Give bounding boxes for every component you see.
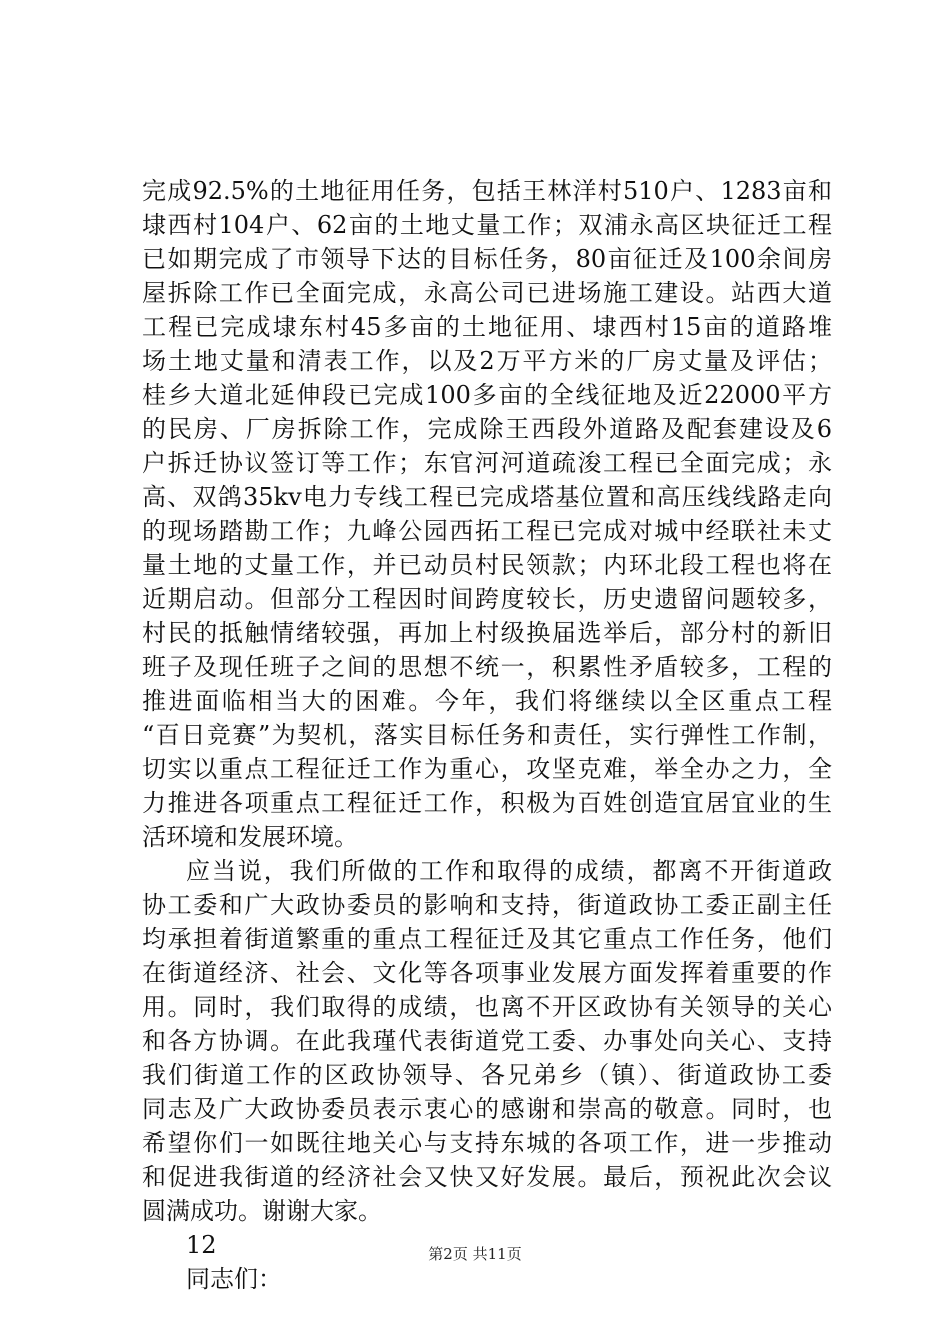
text-line: 屋拆除工作已全面完成，永高公司已进场施工建设。站西大道 — [142, 279, 832, 307]
text-line: 埭西村104户、62亩的土地丈量工作；双浦永高区块征迁工程 — [142, 211, 832, 239]
text-line: 我们街道工作的区政协领导、各兄弟乡（镇）、街道政协工委 — [142, 1061, 832, 1089]
text-line: 协工委和广大政协委员的影响和支持，街道政协工委正副主任 — [142, 891, 832, 919]
text-line: 切实以重点工程征迁工作为重心，攻坚克难，举全办之力，全 — [142, 755, 832, 783]
text-line: 村民的抵触情绪较强，再加上村级换届选举后，部分村的新旧 — [142, 619, 832, 647]
text-line: 力推进各项重点工程征迁工作，积极为百姓创造宜居宜业的生 — [142, 789, 832, 817]
text-line: “百日竞赛”为契机，落实目标任务和责任，实行弹性工作制， — [142, 721, 832, 749]
text-line: 桂乡大道北延伸段已完成100多亩的全线征地及近22000平方 — [142, 381, 832, 409]
text-line: 同志及广大政协委员表示衷心的感谢和崇高的敬意。同时，也 — [142, 1095, 832, 1123]
text-line: 近期启动。但部分工程因时间跨度较长，历史遗留问题较多， — [142, 585, 832, 613]
text-line: 工程已完成埭东村45多亩的土地征用、埭西村15亩的道路堆 — [142, 313, 832, 341]
text-line: 在街道经济、社会、文化等各项事业发展方面发挥着重要的作 — [142, 959, 832, 987]
text-line: 的民房、厂房拆除工作，完成除王西段外道路及配套建设及6 — [142, 415, 832, 443]
document-body — [142, 174, 832, 1296]
text-line: 场土地丈量和清表工作，以及2万平方米的厂房丈量及评估； — [142, 347, 832, 375]
text-line: 班子及现任班子之间的思想不统一，积累性矛盾较多，工程的 — [142, 653, 832, 681]
text-line: 和促进我街道的经济社会又快又好发展。最后，预祝此次会议 — [142, 1163, 832, 1191]
text-line: 和各方协调。在此我瑾代表街道党工委、办事处向关心、支持 — [142, 1027, 832, 1055]
text-line: 高、双鸽35kv电力专线工程已完成塔基位置和高压线线路走向 — [142, 483, 832, 511]
text-line: 应当说，我们所做的工作和取得的成绩，都离不开街道政 — [186, 857, 832, 885]
text-line: 希望你们一如既往地关心与支持东城的各项工作，进一步推动 — [142, 1129, 832, 1157]
text-line: 均承担着街道繁重的重点工程征迁及其它重点工作任务，他们 — [142, 925, 832, 953]
text-line: 户拆迁协议签订等工作；东官河河道疏浚工程已全面完成；永 — [142, 449, 832, 477]
text-line: 同志们： — [186, 1265, 282, 1293]
text-line: 已如期完成了市领导下达的目标任务，80亩征迁及100余间房 — [142, 245, 832, 273]
text-line: 活环境和发展环境。 — [142, 823, 358, 851]
text-line: 用。同时，我们取得的成绩，也离不开区政协有关领导的关心 — [142, 993, 832, 1021]
page-footer: 第2页 共11页 — [428, 1245, 522, 1263]
text-line: 量土地的丈量工作，并已动员村民领款；内环北段工程也将在 — [142, 551, 832, 579]
text-line: 的现场踏勘工作；九峰公园西拓工程已完成对城中经联社未丈 — [142, 517, 832, 545]
text-line: 推进面临相当大的困难。今年，我们将继续以全区重点工程 — [142, 687, 832, 715]
text-line: 完成92.5%的土地征用任务，包括王林洋村510户、1283亩和 — [142, 177, 832, 205]
text-line: 圆满成功。谢谢大家。 — [142, 1197, 382, 1225]
text-line: 12 — [186, 1231, 217, 1259]
